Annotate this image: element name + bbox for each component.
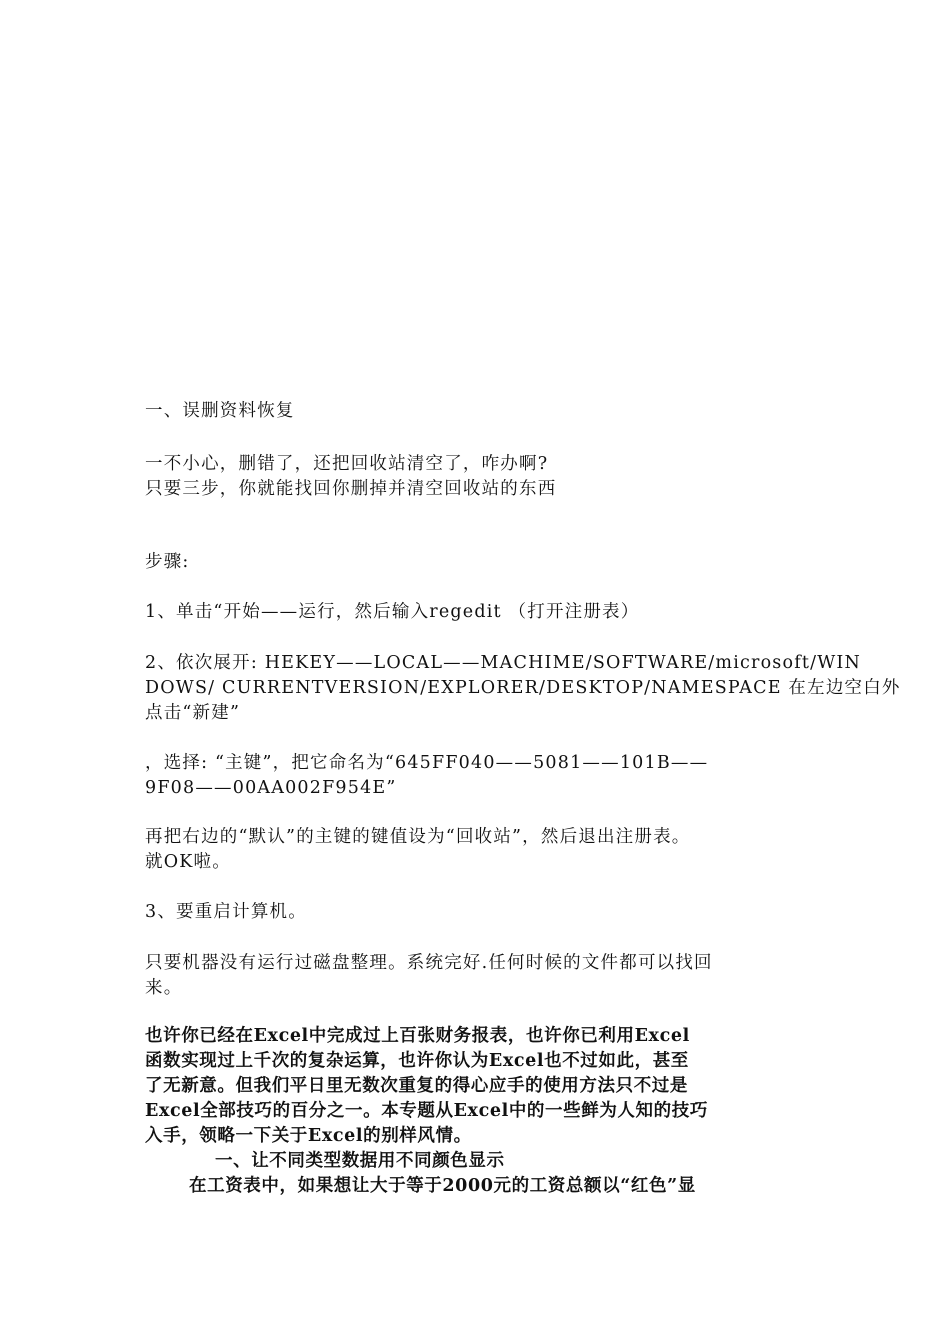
step-2-end-line-1: 再把右边的“默认”的主键的键值设为“回收站”，然后退出注册表。 bbox=[145, 827, 691, 847]
note-line-2: 来。 bbox=[145, 978, 183, 998]
step-2-cont-line-1: ，选择: “主键”，把它命名为“645FF040——5081——101B—— bbox=[145, 753, 709, 773]
step-2-cont-line-2: 9F08——00AA002F954E” bbox=[145, 778, 397, 798]
excel-intro-line-5: 入手，领略一下关于Excel的别样风情。 bbox=[145, 1126, 472, 1146]
excel-paragraph: 在工资表中，如果想让大于等于2000元的工资总额以“红色”显 bbox=[189, 1176, 696, 1196]
steps-label: 步骤: bbox=[145, 552, 190, 572]
excel-intro-line-2: 函数实现过上千次的复杂运算，也许你认为Excel也不过如此，甚至 bbox=[145, 1051, 689, 1071]
step-2-line-2: DOWS/ CURRENTVERSION/EXPLORER/DESKTOP/NAMESPACE 在左边空白外 bbox=[145, 678, 901, 698]
intro-line-1: 一不小心，删错了，还把回收站清空了，咋办啊? bbox=[145, 454, 549, 474]
step-3: 3、要重启计算机。 bbox=[145, 902, 307, 922]
excel-intro-line-3: 了无新意。但我们平日里无数次重复的得心应手的使用方法只不过是 bbox=[145, 1076, 688, 1096]
excel-intro-line-1: 也许你已经在Excel中完成过上百张财务报表，也许你已利用Excel bbox=[145, 1026, 690, 1046]
intro-line-2: 只要三步，你就能找回你删掉并清空回收站的东西 bbox=[145, 479, 557, 499]
excel-intro-line-4: Excel全部技巧的百分之一。本专题从Excel中的一些鲜为人知的技巧 bbox=[145, 1101, 708, 1121]
step-2-line-3: 点击“新建” bbox=[145, 703, 241, 723]
step-2-end-line-2: 就OK啦。 bbox=[145, 852, 231, 872]
excel-section-heading: 一、让不同类型数据用不同颜色显示 bbox=[215, 1151, 505, 1171]
section-heading-recovery: 一、误删资料恢复 bbox=[145, 401, 295, 421]
note-line-1: 只要机器没有运行过磁盘整理。系统完好.任何时候的文件都可以找回 bbox=[145, 953, 713, 973]
step-1: 1、单击“开始——运行，然后输入regedit （打开注册表） bbox=[145, 602, 640, 622]
step-2-line-1: 2、依次展开: HEKEY——LOCAL——MACHIME/SOFTWARE/microsoft/WIN bbox=[145, 653, 862, 673]
